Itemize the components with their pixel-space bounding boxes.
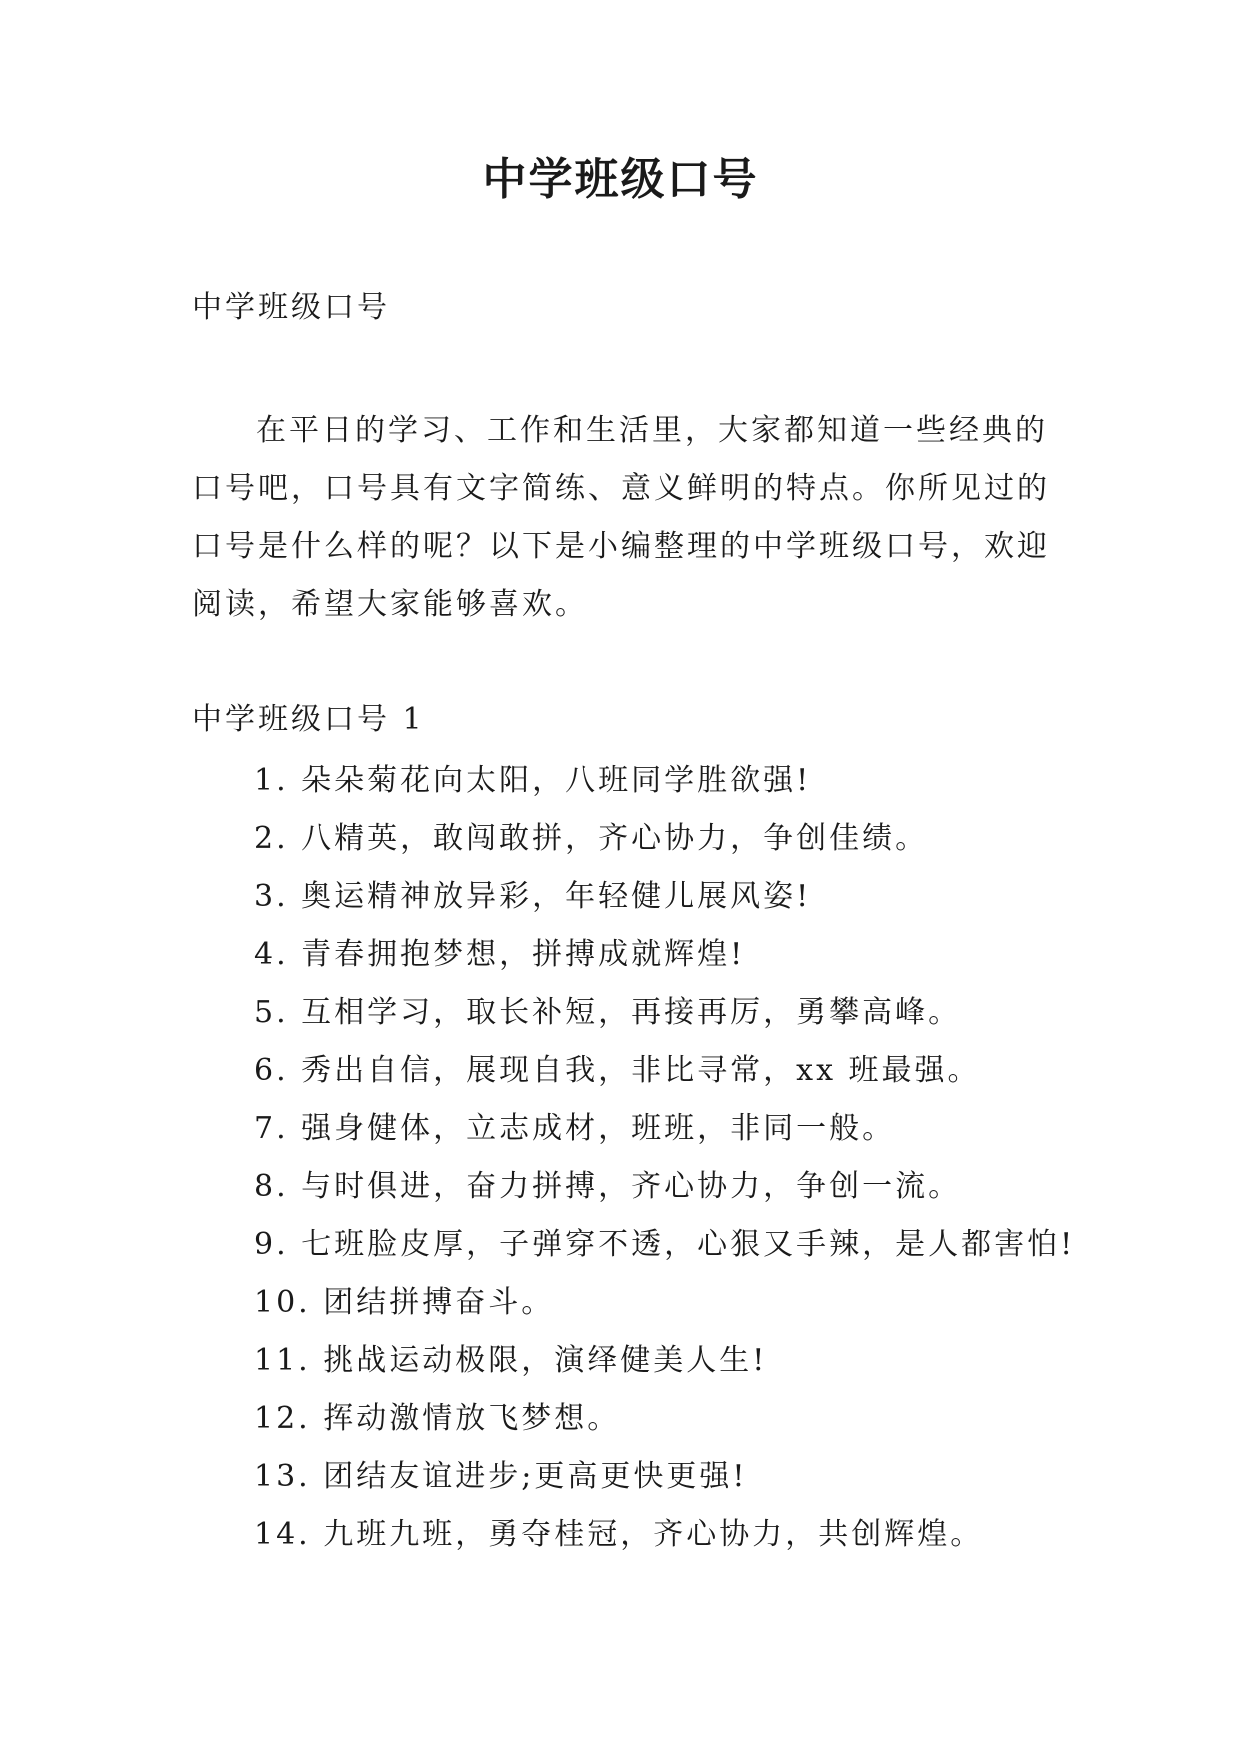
slogan-item: 5. 互相学习，取长补短，再接再厉，勇攀高峰。 xyxy=(254,995,962,1030)
document-title: 中学班级口号 xyxy=(482,154,759,205)
slogan-item: 1. 朵朵菊花向太阳，八班同学胜欲强! xyxy=(254,763,812,798)
slogan-item: 8. 与时俱进，奋力拼搏，齐心协力，争创一流。 xyxy=(254,1169,962,1204)
slogan-item: 14. 九班九班，勇夺桂冠，齐心协力，共创辉煌。 xyxy=(254,1517,984,1552)
slogan-list xyxy=(254,752,1075,1564)
intro-paragraph: 在平日的学习、工作和生活里，大家都知道一些经典的口号吧，口号具有文字简练、意义鲜明的特点。你所见过的口号是什么样的呢？以下是小编整理的中学班级口号，欢迎阅读，希望大家能够喜欢。 xyxy=(192,413,1050,622)
slogan-item: 10. 团结拼搏奋斗。 xyxy=(254,1285,555,1320)
slogan-item: 3. 奥运精神放异彩，年轻健儿展风姿! xyxy=(254,879,812,914)
slogan-item: 12. 挥动激情放飞梦想。 xyxy=(254,1401,621,1436)
slogan-item: 9. 七班脸皮厚，子弹穿不透，心狠又手辣，是人都害怕! xyxy=(254,1227,1076,1262)
slogan-item: 7. 强身健体，立志成材，班班，非同一般。 xyxy=(254,1111,896,1146)
document-subheading: 中学班级口号 xyxy=(192,290,390,325)
slogan-item: 2. 八精英，敢闯敢拼，齐心协力，争创佳绩。 xyxy=(254,821,929,856)
slogan-item: 11. 挑战运动极限，演绎健美人生! xyxy=(254,1343,768,1378)
slogan-item: 6. 秀出自信，展现自我，非比寻常，xx 班最强。 xyxy=(254,1053,981,1088)
section-heading: 中学班级口号 1 xyxy=(192,702,425,737)
slogan-item: 13. 团结友谊进步;更高更快更强! xyxy=(254,1459,748,1494)
slogan-item: 4. 青春拥抱梦想，拼搏成就辉煌! xyxy=(254,937,746,972)
